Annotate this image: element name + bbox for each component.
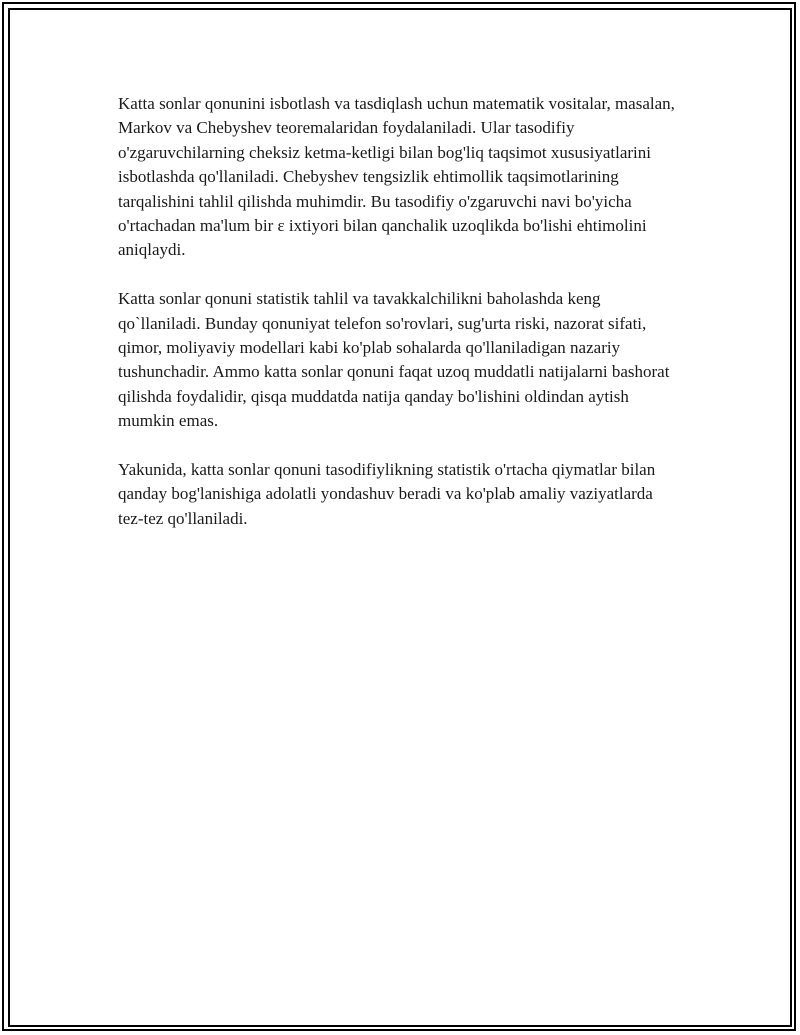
document-body	[118, 92, 678, 556]
paragraph-2: Katta sonlar qonuni statistik tahlil va tavakkalchilikni baholashda keng qo`llaniladi. Bunday qonuniyat telefon so'rovlari, sug'urta riski, nazorat sifati, qimor, moliyaviy modellari kabi ko'plab sohalarda qo'llaniladigan nazariy tushunchadir. Ammo katta sonlar qonuni faqat uzoq muddatli natijalarni bashorat qilishda foydalidir, qisqa muddatda natija qanday bo'lishini oldindan aytish mumkin emas.	[118, 289, 670, 431]
paragraph-1: Katta sonlar qonunini isbotlash va tasdiqlash uchun matematik vositalar, masalan, Markov va Chebyshev teoremalaridan foydalaniladi. Ular tasodifiy o'zgaruvchilarning cheksiz ketma-ketligi bilan bog'liq taqsimot xususiyatlarini isbotlashda qo'llaniladi. Chebyshev tengsizlik ehtimollik taqsimotlarining tarqalishini tahlil qilishda muhimdir. Bu tasodifiy o'zgaruvchi navi bo'yicha o'rtachadan ma'lum bir ε ixtiyori bilan qanchalik uzoqlikda bo'lishi ehtimolini aniqlaydi.	[118, 94, 675, 260]
paragraph-3: Yakunida, katta sonlar qonuni tasodifiylikning statistik o'rtacha qiymatlar bilan qanday bog'lanishiga adolatli yondashuv beradi va ko'plab amaliy vaziyatlarda tez-tez qo'llaniladi.	[118, 460, 656, 528]
